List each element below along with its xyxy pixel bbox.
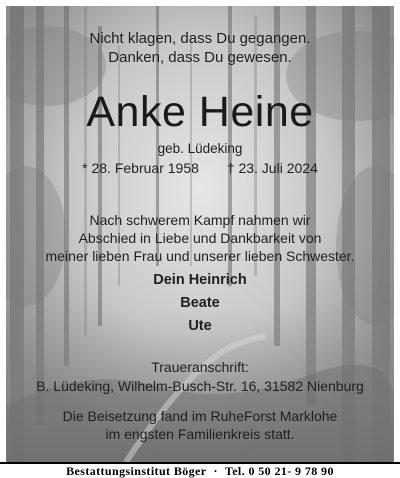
message-line-3: meiner lieben Frau und unserer lieben Schwester. [45, 248, 355, 264]
message-line-2: Abschied in Liebe und Dankbarkeit von [78, 230, 322, 246]
maiden-name: geb. Lüdeking [157, 141, 243, 156]
deceased-name: Anke Heine [86, 88, 314, 136]
funeral-home-name: Bestattungsinstitut Böger [66, 464, 207, 478]
obituary-notice [6, 6, 394, 462]
message-line-1: Nach schwerem Kampf nahmen wir [89, 212, 311, 228]
death-date: † 23. Juli 2024 [226, 160, 318, 176]
burial-line-1: Die Beisetzung fand im RuheForst Marklohe [62, 408, 338, 424]
signer-heinrich: Dein Heinrich [153, 272, 247, 288]
motto-line-2: Danken, dass Du gewesen. [108, 49, 292, 66]
birth-date: * 28. Februar 1958 [82, 160, 199, 176]
funeral-home-phone: Tel. 0 50 21- 9 78 90 [224, 464, 334, 478]
life-dates [6, 159, 394, 177]
address-value: B. Lüdeking, Wilhelm-Busch-Str. 16, 31582 Nienburg [36, 378, 364, 394]
notice-content [6, 6, 394, 462]
signer-ute: Ute [188, 318, 212, 334]
signer-beate: Beate [180, 295, 220, 311]
burial-line-2: im engsten Familienkreis statt. [105, 426, 295, 442]
motto-line-1: Nicht klagen, dass Du gegangen. [89, 30, 311, 47]
funeral-home-footer [0, 462, 400, 478]
footer-separator: · [213, 464, 218, 478]
address-label: Traueranschrift: [151, 359, 249, 375]
